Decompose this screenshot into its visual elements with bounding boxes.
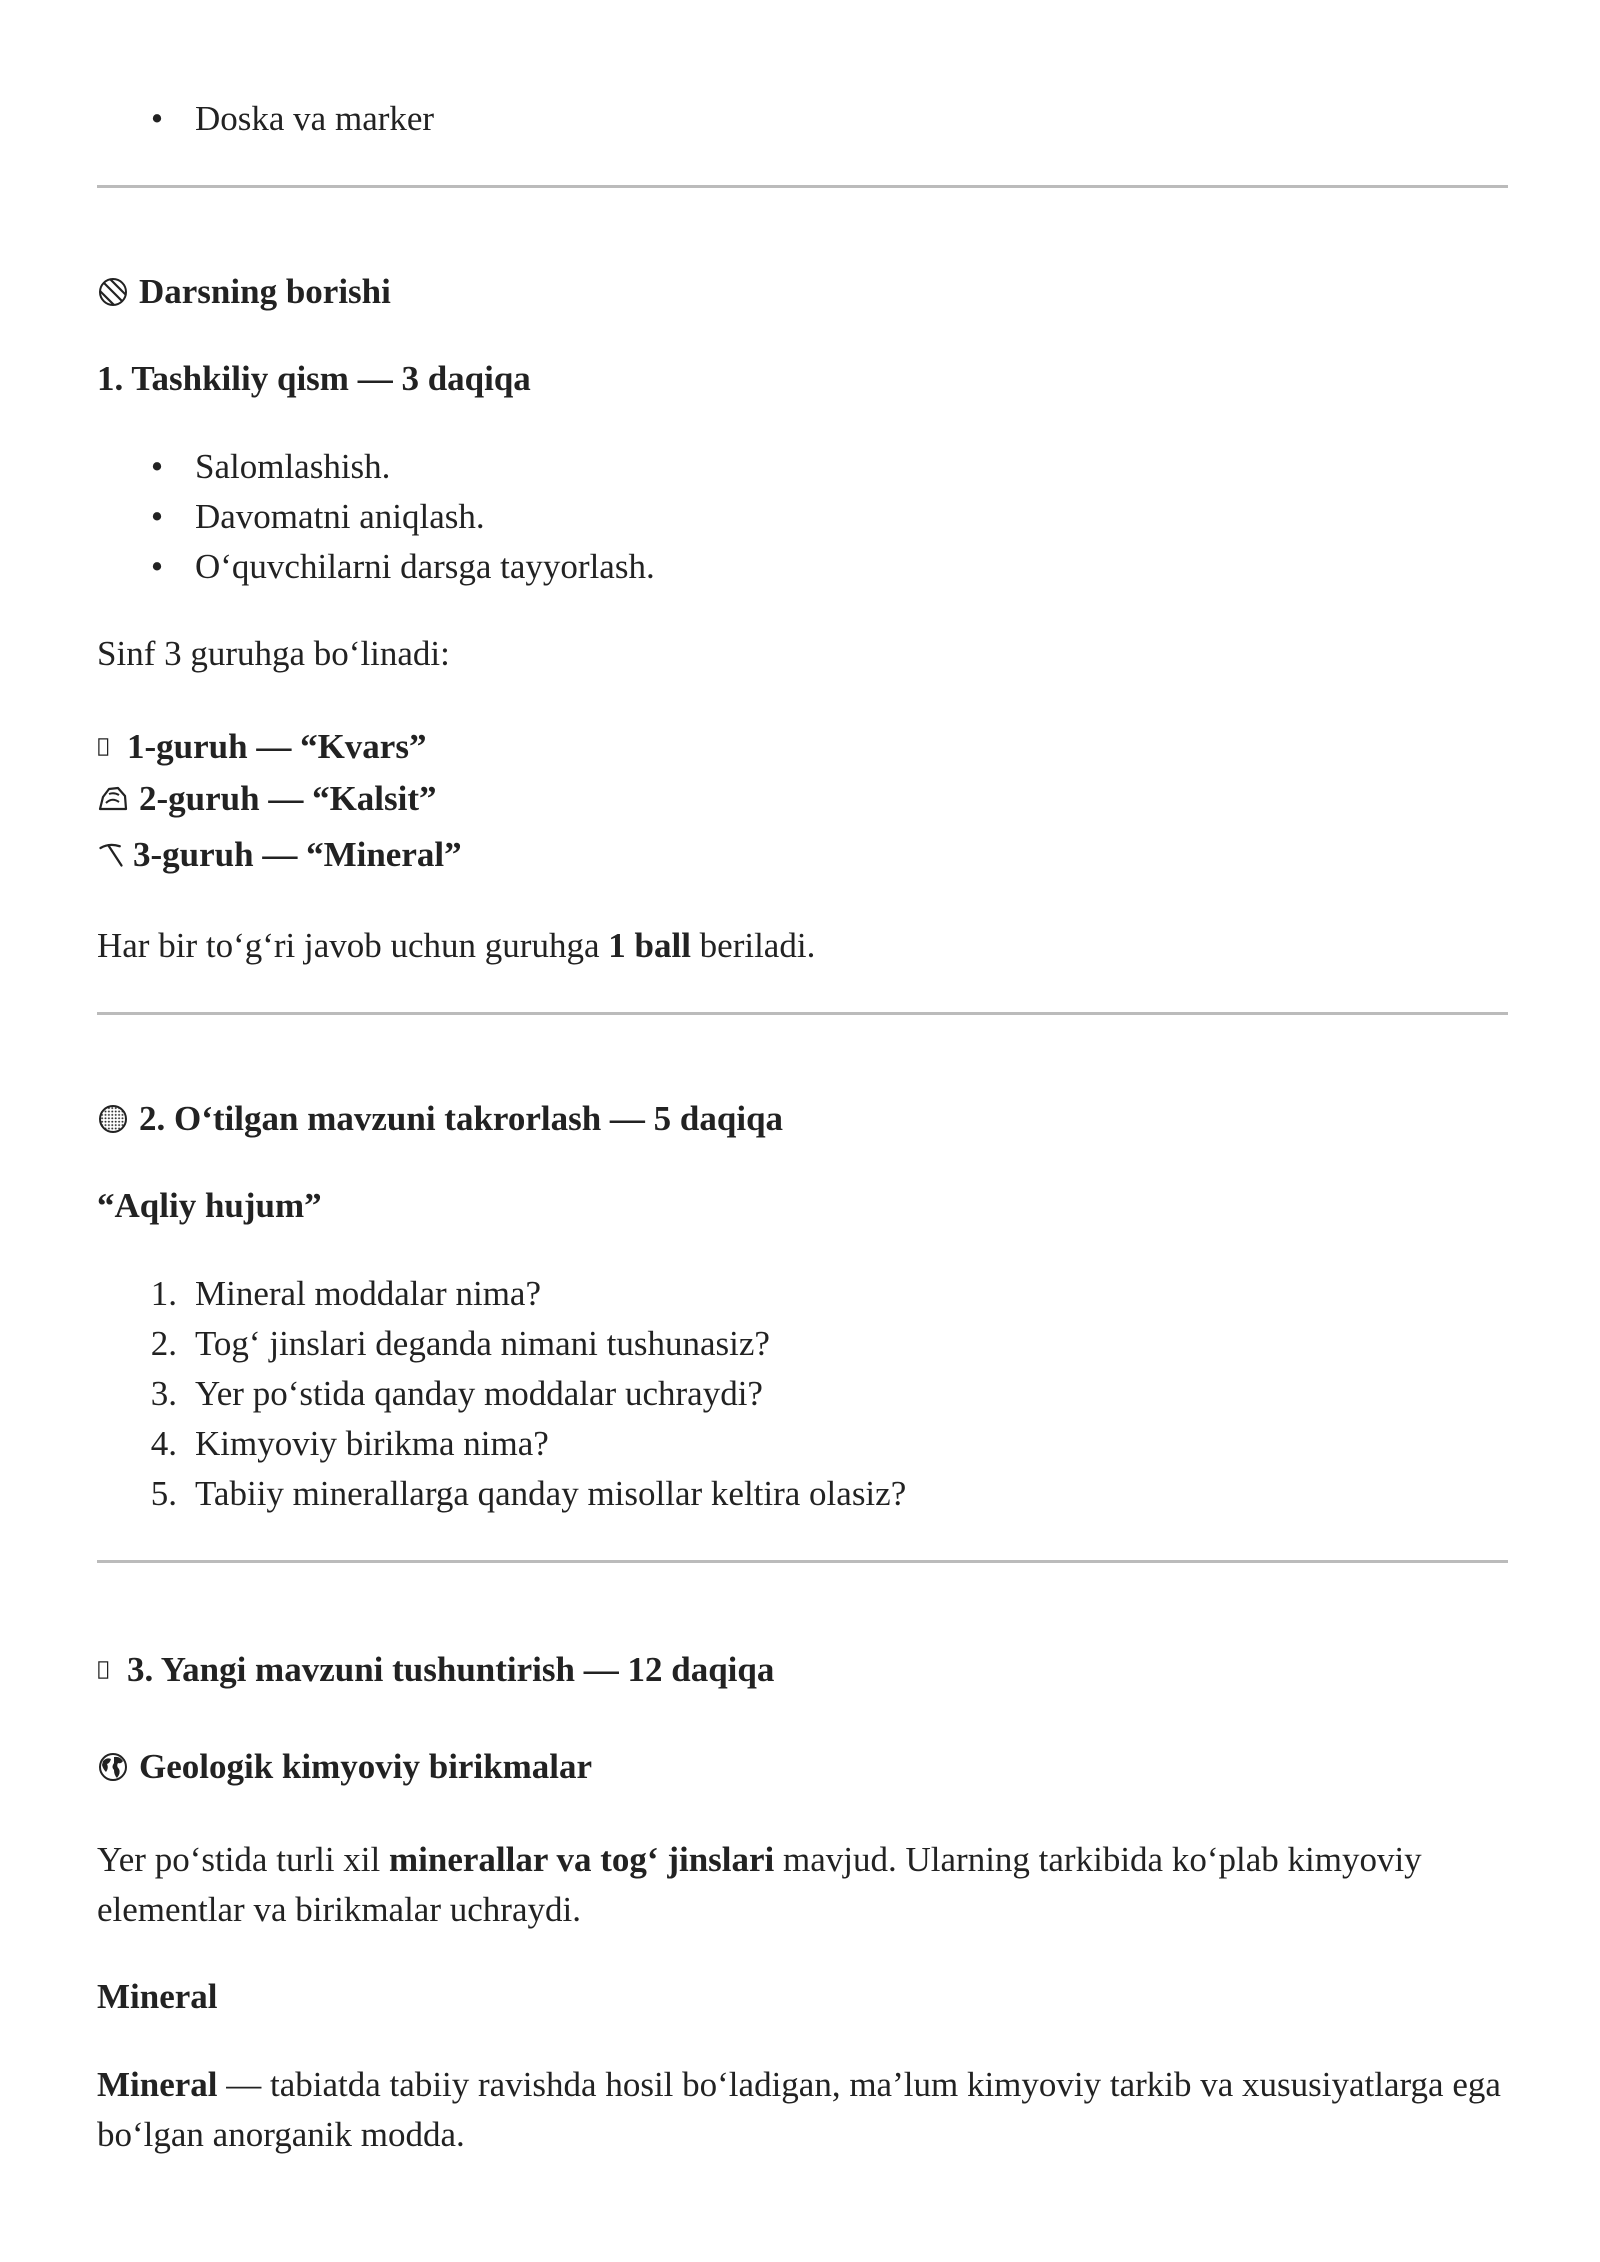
globe-icon [97, 1751, 129, 1783]
list-number: 2. [150, 1324, 177, 1363]
divider [97, 1560, 1508, 1563]
list-item-text: Davomatni aniqlash. [195, 497, 485, 536]
divider [97, 185, 1508, 188]
list-item-text: Tabiiy minerallarga qanday misollar keltira olasiz? [195, 1474, 907, 1513]
bullet-dot: • [150, 547, 164, 586]
list-item-text: Tog‘ jinslari deganda nimani tushunasiz? [195, 1324, 770, 1363]
part1-heading: 1. Tashkiliy qism — 3 daqiqa [97, 359, 531, 398]
section-heading-text: Darsning borishi [139, 272, 391, 311]
paragraph-intro [97, 1835, 1508, 1935]
striped-circle-icon [97, 276, 129, 308]
score-points: 1 ball [608, 926, 691, 965]
dotted-circle-icon [97, 1103, 129, 1135]
part2-heading-text: 2. O‘tilgan mavzuni takrorlash — 5 daqiqa [139, 1099, 784, 1138]
missing-glyph-icon [97, 1654, 117, 1686]
missing-glyph-icon [97, 731, 117, 763]
part3-subheading-text: Geologik kimyoviy birikmalar [139, 1747, 593, 1786]
bullet-dot: • [150, 497, 164, 536]
pickaxe-icon [97, 839, 125, 871]
bullet-dot: • [150, 447, 164, 486]
score-note [97, 921, 815, 971]
divider [97, 1012, 1508, 1015]
group-label: 3-guruh — “Mineral” [133, 835, 462, 874]
list-item-text: Salomlashish. [195, 447, 391, 486]
part3-heading [97, 1645, 774, 1695]
group-label: 1-guruh — “Kvars” [127, 727, 427, 766]
paragraph-emphasis: minerallar va tog‘ jinslari [389, 1840, 775, 1879]
paragraph-text: Yer po‘stida turli xil [97, 1840, 389, 1879]
group-intro: Sinf 3 guruhga bo‘linadi: [97, 634, 450, 673]
definition-term: Mineral [97, 2065, 218, 2104]
bullet-dot: • [150, 99, 164, 138]
group-line-3 [97, 830, 462, 880]
mineral-definition [97, 2060, 1508, 2160]
list-number: 1. [150, 1274, 177, 1313]
definition-text: — tabiatda tabiiy ravishda hosil bo‘ladigan, ma’lum kimyoviy tarkib va xususiyatlarga ega bo‘lgan anorganik modda. [97, 2065, 1501, 2154]
section-heading-lesson-flow [97, 267, 391, 317]
part2-subheading: “Aqliy hujum” [97, 1186, 322, 1225]
part3-heading-text: 3. Yangi mavzuni tushuntirish — 12 daqiqa [127, 1650, 775, 1689]
list-number: 4. [150, 1424, 177, 1463]
list-item-text: Mineral moddalar nima? [195, 1274, 541, 1313]
list-number: 5. [150, 1474, 177, 1513]
group-line-2 [97, 774, 437, 824]
rock-icon [97, 783, 129, 815]
list-item-text: O‘quvchilarni darsga tayyorlash. [195, 547, 655, 586]
part3-subheading [97, 1742, 592, 1792]
list-item-text: Doska va marker [195, 99, 435, 138]
paragraph-text-end: mavjud. Ularning tarkibida ko‘plab kimyoviy elementlar va birikmalar uchraydi. [97, 1840, 1422, 1929]
group-line-1 [97, 722, 426, 772]
group-label: 2-guruh — “Kalsit” [139, 779, 437, 818]
list-item-text: Yer po‘stida qanday moddalar uchraydi? [195, 1374, 763, 1413]
list-number: 3. [150, 1374, 177, 1413]
score-text-end: beriladi. [690, 926, 816, 965]
part2-heading [97, 1094, 783, 1144]
mineral-heading: Mineral [97, 1977, 218, 2016]
list-item-text: Kimyoviy birikma nima? [195, 1424, 549, 1463]
score-text: Har bir to‘g‘ri javob uchun guruhga [97, 926, 609, 965]
